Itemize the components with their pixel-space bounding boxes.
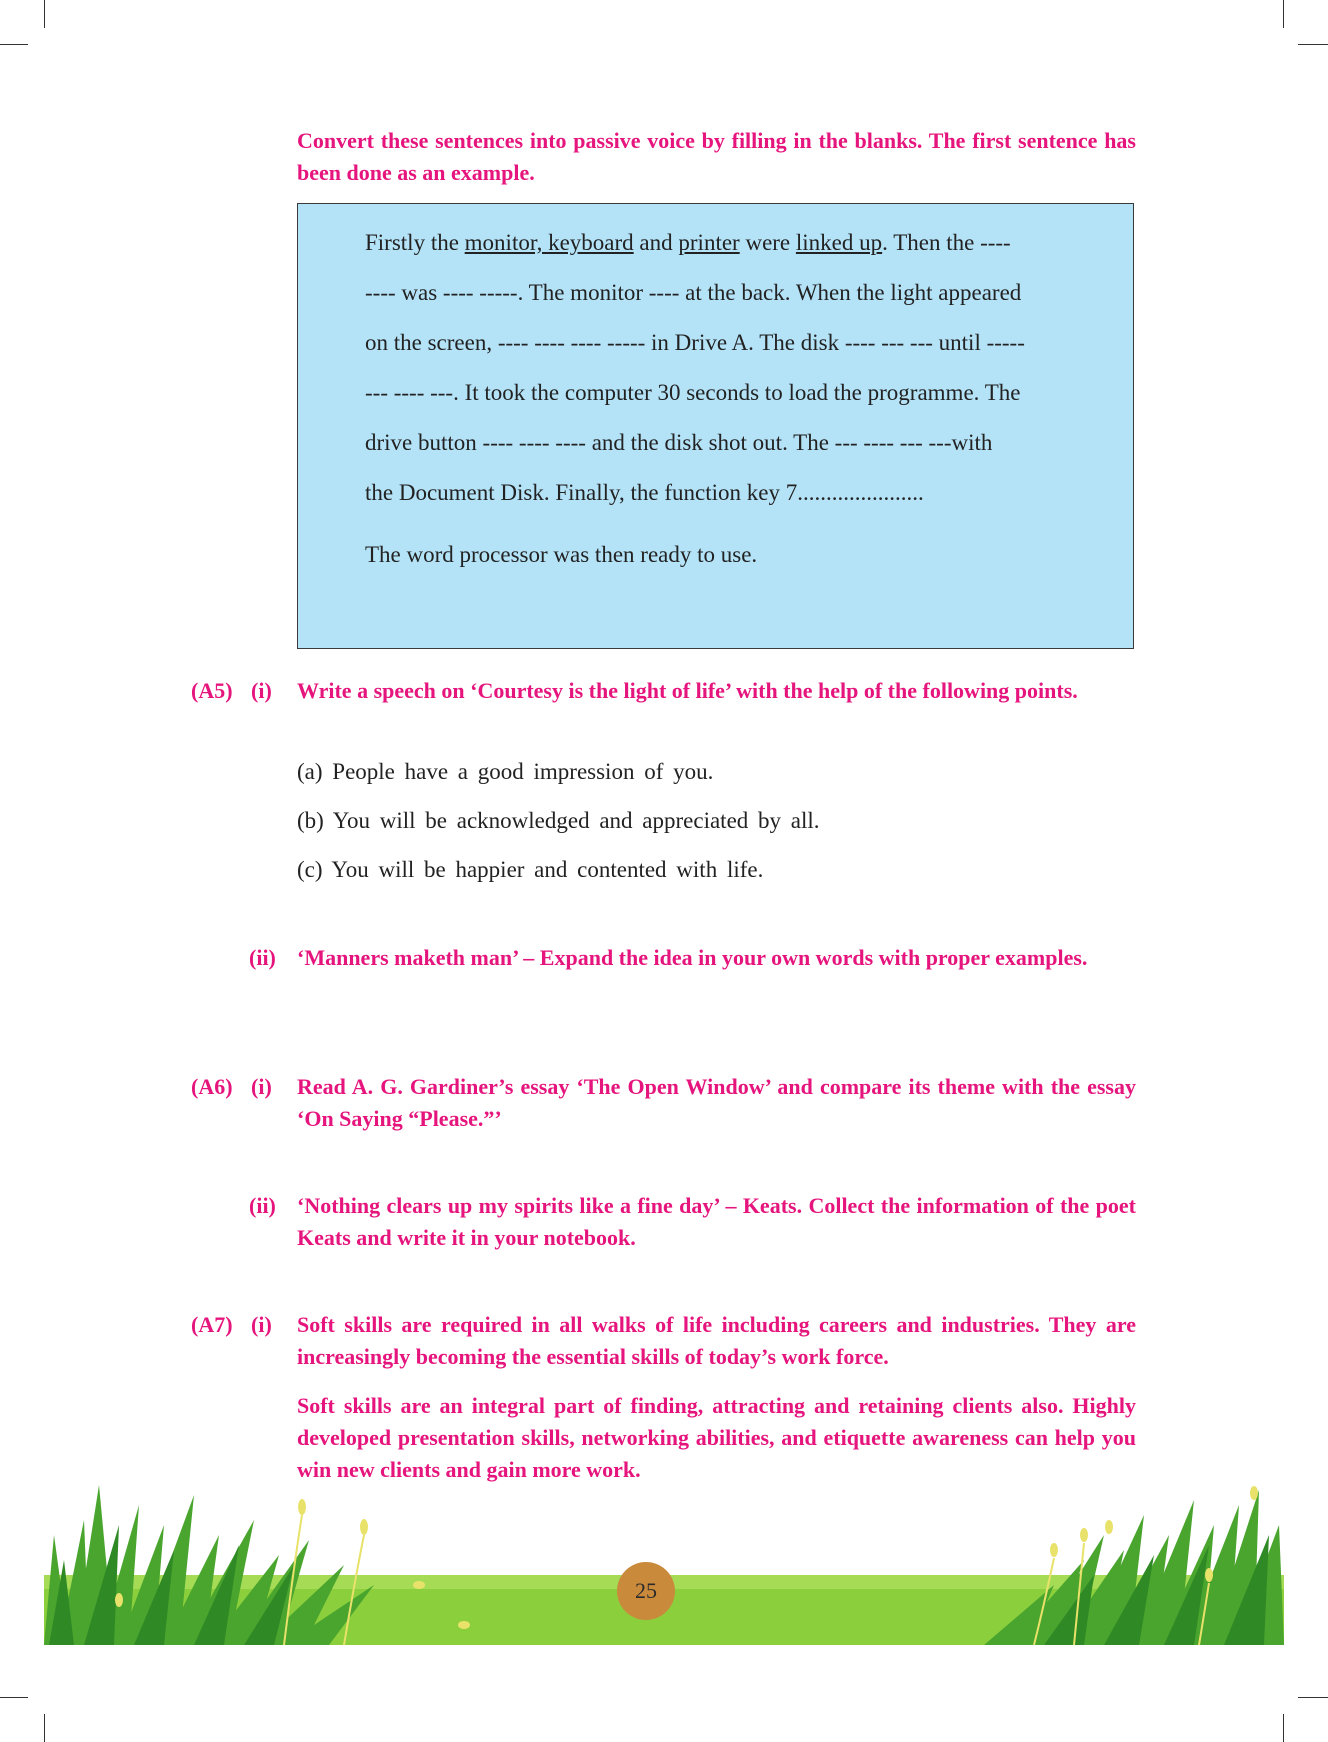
a7-i-text-2: Soft skills are an integral part of finding, attracting and retaining clients also. Highly developed presentation skills, networking abilities, and etiquette awareness can help you win new clients and gain more work. xyxy=(297,1393,1136,1482)
passage-line-2: ---- was ---- -----. The monitor ---- at the back. When the light appeared xyxy=(365,280,1022,305)
subquestion-label: (ii) xyxy=(249,1193,276,1218)
passage-line-1: Firstly the monitor, keyboard and printer were linked up. Then the ---- xyxy=(365,230,1011,255)
crop-mark xyxy=(44,0,45,28)
subquestion-label: (ii) xyxy=(249,945,276,970)
crop-mark xyxy=(44,1714,45,1742)
question-label-a7: (A7) xyxy=(191,1312,233,1337)
exercise-instruction: Convert these sentences into passive voice by filling in the blanks. The first sentence has been done as an example. xyxy=(297,128,1136,185)
point-item: (b) You will be acknowledged and appreciated by all. xyxy=(297,808,820,833)
point-item: (c) You will be happier and contented with life. xyxy=(297,857,764,882)
crop-mark xyxy=(0,1697,28,1698)
passage-line-4: --- ---- ---. It took the computer 30 seconds to load the programme. The xyxy=(365,380,1021,405)
subquestion-label: (i) xyxy=(251,1312,272,1337)
passage-line-5: drive button ---- ---- ---- and the disk shot out. The --- ---- --- ---with xyxy=(365,430,993,455)
passage-line-3: on the screen, ---- ---- ---- ----- in Drive A. The disk ---- --- --- until ----- xyxy=(365,330,1025,355)
page-number-badge xyxy=(617,1562,675,1620)
point-item: (a) People have a good impression of you. xyxy=(297,759,714,784)
a7-i-text: Soft skills are required in all walks of life including careers and industries. They are increasingly becoming the essential skills of today’s work force. xyxy=(297,1312,1136,1369)
a6-i-text: Read A. G. Gardiner’s essay ‘The Open Window’ and compare its theme with the essay ‘On Saying “Please.”’ xyxy=(297,1074,1136,1131)
crop-mark xyxy=(1283,1714,1284,1742)
crop-mark xyxy=(0,44,28,45)
a5-ii-text: ‘Manners maketh man’ – Expand the idea in your own words with proper examples. xyxy=(297,945,1088,970)
passage-line-6: the Document Disk. Finally, the function key 7...................... xyxy=(365,480,924,505)
a5-i-text: Write a speech on ‘Courtesy is the light of life’ with the help of the following points. xyxy=(297,678,1078,703)
crop-mark xyxy=(1283,0,1284,28)
passage-box xyxy=(297,203,1134,649)
crop-mark xyxy=(1298,44,1328,45)
crop-mark xyxy=(1298,1697,1328,1698)
page-number: 25 xyxy=(635,1578,657,1603)
passage-line-7: The word processor was then ready to use. xyxy=(365,542,758,567)
subquestion-label: (i) xyxy=(251,678,272,703)
a6-ii-text: ‘Nothing clears up my spirits like a fine day’ – Keats. Collect the information of the poet Keats and write it in your notebook. xyxy=(297,1193,1136,1250)
question-label-a6: (A6) xyxy=(191,1074,233,1099)
question-label-a5: (A5) xyxy=(191,678,233,703)
grass-footer-illustration xyxy=(44,1465,1284,1645)
subquestion-label: (i) xyxy=(251,1074,272,1099)
